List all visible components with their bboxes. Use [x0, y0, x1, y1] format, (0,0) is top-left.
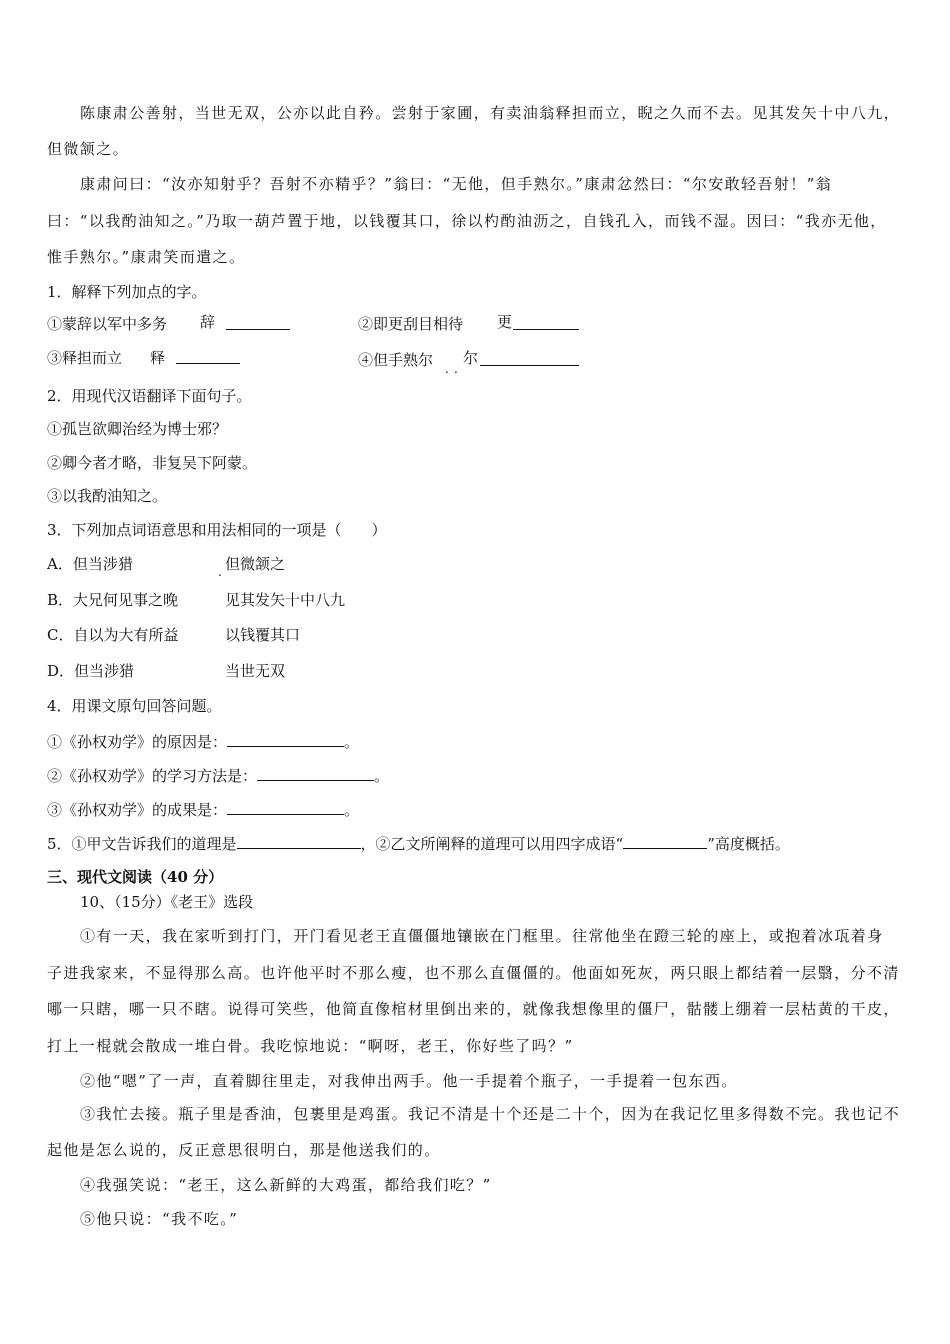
q3-option-right: 当世无双 [225, 662, 286, 680]
q3-option-letter: D． [47, 662, 75, 680]
q1-item-a-char: 辞 [200, 313, 216, 331]
question-5 [47, 833, 790, 854]
emphasis-dot: . [454, 362, 458, 376]
q5-answer-blank-2[interactable] [623, 833, 707, 849]
laowang-line: 打上一棍就会散成一堆白骨。我吃惊地说：“啊呀，老王，你好些了吗？” [47, 1037, 574, 1055]
q5-answer-blank-1[interactable] [237, 833, 361, 849]
period: 。 [344, 801, 360, 819]
q3-option-d[interactable] [47, 661, 134, 681]
q3-option-b[interactable] [47, 590, 178, 610]
q5-part-3: ”高度概括。 [707, 835, 790, 853]
laowang-line: ①有一天，我在家听到打门，开门看见老王直僵僵地镶嵌在门框里。往常他坐在蹬三轮的座上，或抱着冰瓨着身 [80, 927, 884, 945]
passage-b-line: 陈康肃公善射，当世无双，公亦以此自矜。尝射于家圃，有卖油翁释担而立，睨之久而不去。见其发矢十中八九， [80, 104, 901, 122]
q5-part-1: 5．①甲文告诉我们的道理是 [47, 835, 237, 853]
q2-sentence-1: ①孤岂欲卿治经为博士邪？ [47, 420, 228, 438]
q4-answer-blank-a[interactable] [227, 731, 344, 747]
passage-b-line: 惟手熟尔。”康肃笑而遣之。 [47, 248, 246, 266]
q4-item-a-text: ①《孙权劝学》的原因是： [47, 733, 228, 751]
q1-item-d-text: ④但手熟尔 [358, 351, 434, 369]
q5-part-2: ，②乙文所阐释的道理可以用四字成语“ [360, 835, 624, 853]
q1-item-d-char: 尔 [463, 349, 479, 367]
laowang-line: ⑤他只说：“我不吃。” [80, 1210, 239, 1228]
q4-answer-blank-c[interactable] [227, 799, 344, 815]
q1-item-c-text: ③释担而立 [47, 349, 123, 367]
q1-answer-blank-a[interactable] [226, 314, 290, 330]
q1-answer-blank-b[interactable] [513, 314, 579, 330]
q4-item-b-text: ②《孙权劝学》的学习方法是： [47, 767, 258, 785]
q3-option-left: 大兄何见事之晚 [73, 591, 179, 609]
q3-option-c[interactable] [47, 625, 179, 645]
q2-sentence-3: ③以我酌油知之。 [47, 487, 168, 505]
q1-item-b-char: 更 [497, 313, 513, 331]
q4-item-a [47, 731, 359, 752]
q1-answer-blank-c[interactable] [176, 348, 240, 364]
q3-option-right: 但微颔之 [225, 555, 286, 573]
laowang-line: ④我强笑说：“老王，这么新鲜的大鸡蛋，都给我们吃？” [80, 1176, 492, 1194]
laowang-line: ②他“嗯”了一声，直着脚往里走，对我伸出两手。他一手提着个瓶子，一手提着一包东西。 [80, 1072, 738, 1090]
q3-option-letter: A． [47, 555, 73, 573]
q3-option-letter: B． [47, 591, 74, 609]
q3-option-left: 自以为大有所益 [73, 626, 179, 644]
q3-option-right: 以钱覆其口 [225, 626, 301, 644]
question-2-stem: 2．用现代汉语翻译下面句子。 [47, 387, 252, 405]
passage-b-line: 康肃问曰：“汝亦知射乎？吾射不亦精乎？”翁曰：“无他，但手熟尔。”康肃忿然曰：“尔安敢轻吾射！”翁 [80, 175, 833, 193]
q3-option-right: 见其发矢十中八九 [225, 591, 346, 609]
q4-answer-blank-b[interactable] [257, 765, 374, 781]
laowang-line: 哪一只瞎，哪一只不瞎。说得可笑些，他简直像棺材里倒出来的，就像我想像里的僵尸，骷髅上绷着一层枯黄的干皮， [47, 1000, 900, 1018]
passage-b-line: 曰：“以我酌油知之。”乃取一葫芦置于地，以钱覆其口，徐以杓酌油沥之，自钱孔入，而钱不湿。因曰：“我亦无他， [47, 212, 887, 230]
q3-option-left: 但当涉猎 [74, 662, 135, 680]
emphasis-dot: . [445, 362, 449, 376]
section-heading: 三、现代文阅读（40 分） [47, 868, 224, 886]
period: 。 [374, 767, 390, 785]
question-4-stem: 4．用课文原句回答问题。 [47, 697, 222, 715]
q1-item-a [47, 314, 167, 334]
q3-option-left: 但当涉猎 [72, 555, 133, 573]
q2-sentence-2: ②卿今者才略，非复吴下阿蒙。 [47, 454, 258, 472]
question-1-stem: 1．解释下列加点的字。 [47, 283, 207, 301]
q3-option-letter: C． [47, 626, 74, 644]
q1-item-a-text: ①蒙辞以军中多务 [47, 315, 168, 333]
section-subheading: 10、（15分）《老王》选段 [80, 893, 254, 911]
period: 。 [344, 733, 360, 751]
q4-item-c-text: ③《孙权劝学》的成果是： [47, 801, 228, 819]
laowang-line: 起他是怎么说的，反正意思很明白，那是他送我们的。 [47, 1141, 441, 1159]
q4-item-c [47, 799, 359, 820]
q1-answer-blank-d[interactable] [480, 350, 579, 366]
q4-item-b [47, 765, 389, 786]
laowang-line: ③我忙去接。瓶子里是香油，包裹里是鸡蛋。我记不清是十个还是二十个，因为在我记忆里多得数不完。我也记不 [80, 1105, 901, 1123]
laowang-line: 子进我家来，不显得那么高。也许他平时不那么瘦，也不那么直僵僵的。他面如死灰，两只眼上都结着一层翳，分不清 [47, 964, 900, 982]
q1-item-b-text: ②即更刮目相待 [358, 315, 464, 333]
q3-option-a[interactable] [47, 554, 133, 574]
question-3-stem: 3．下列加点词语意思和用法相同的一项是（ ） [47, 521, 387, 539]
q1-item-c-char: 释 [150, 349, 166, 367]
passage-b-line: 但微颔之。 [47, 140, 130, 158]
emphasis-dot: . [218, 565, 222, 579]
